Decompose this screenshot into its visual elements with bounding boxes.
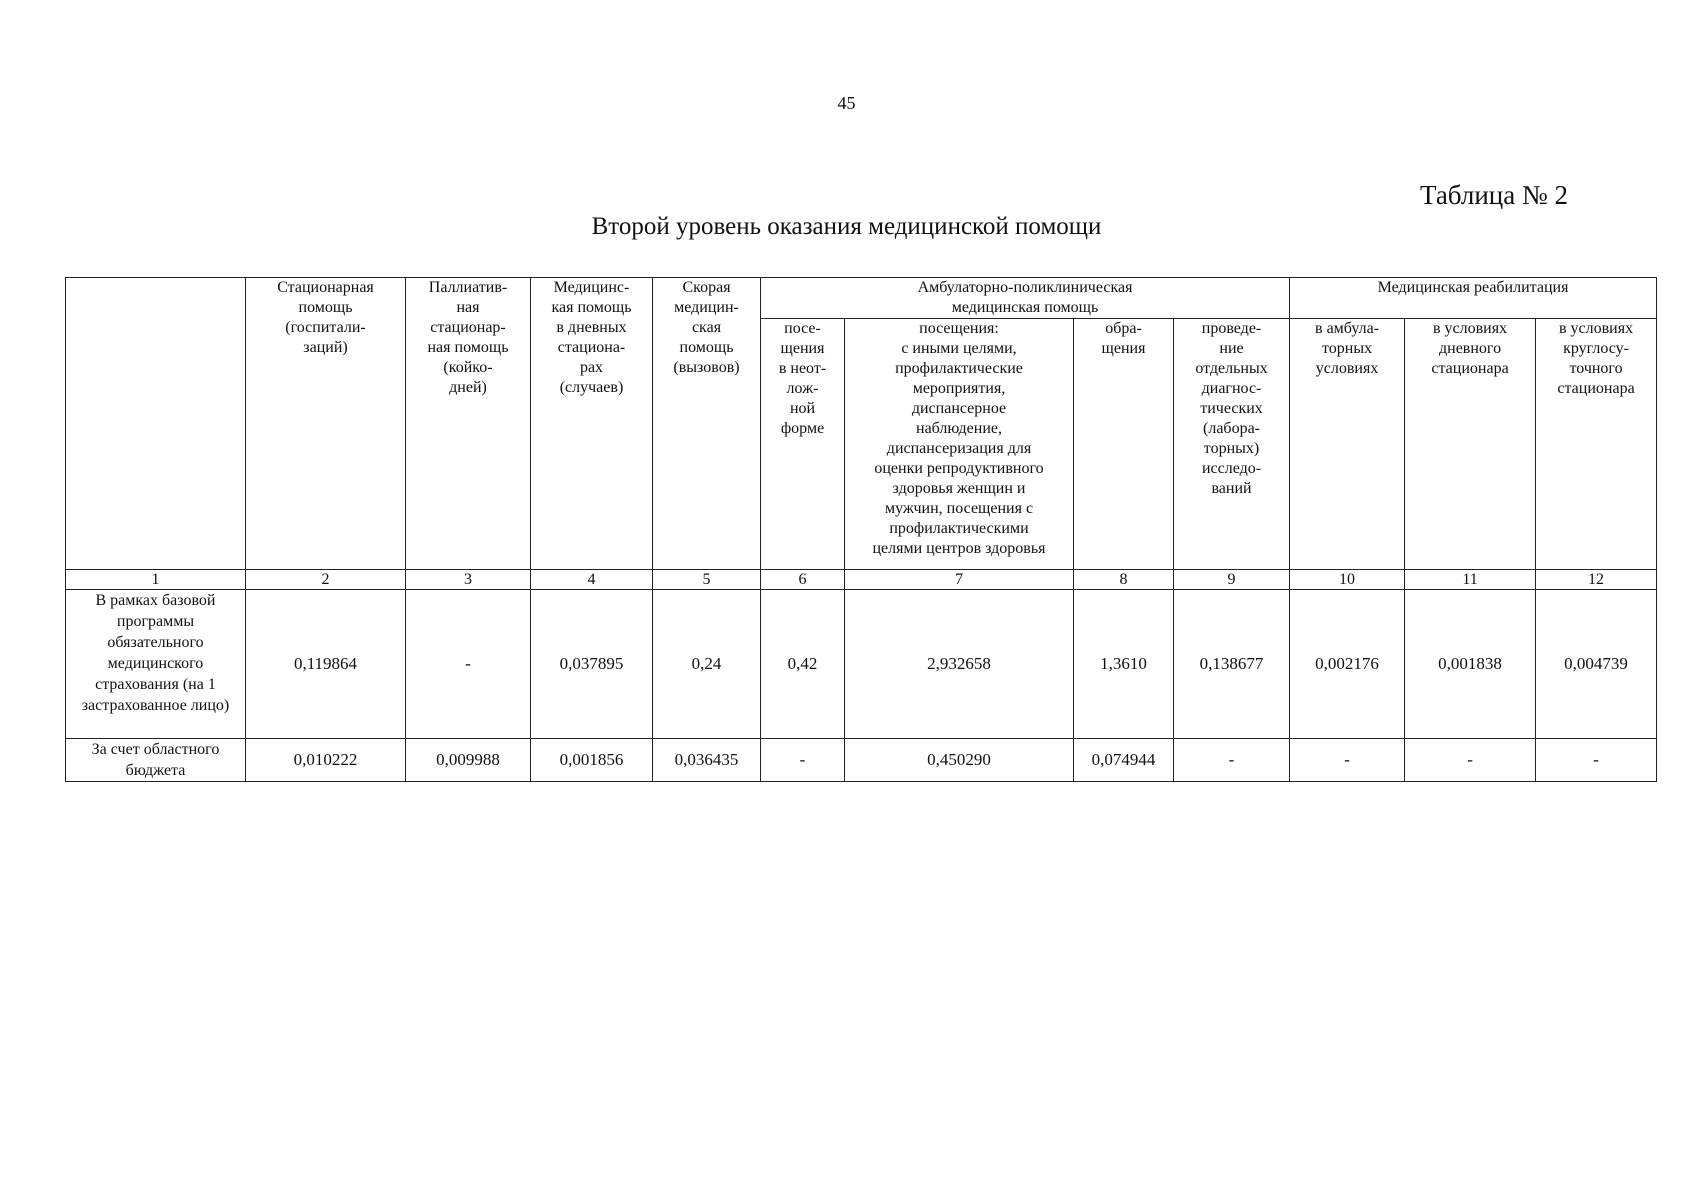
table-cell: 0,010222 (246, 739, 406, 782)
table-cell: 0,002176 (1290, 590, 1405, 739)
column-number: 6 (761, 570, 845, 590)
row-label-regional-budget: За счет областного бюджета (66, 739, 246, 782)
table-cell: 0,119864 (246, 590, 406, 739)
header-rehab-day: в условиях дневного стационара (1405, 319, 1536, 570)
table-cell: 0,138677 (1174, 590, 1290, 739)
table-cell: 0,24 (653, 590, 761, 739)
table-number: Таблица № 2 (1420, 180, 1568, 210)
column-number: 5 (653, 570, 761, 590)
table-cell: 0,074944 (1074, 739, 1174, 782)
column-number: 11 (1405, 570, 1536, 590)
header-rehab-ambulatory: в амбула- торных условиях (1290, 319, 1405, 570)
page-number: 45 (837, 93, 856, 113)
column-number: 3 (406, 570, 531, 590)
table-cell: 0,009988 (406, 739, 531, 782)
header-appeals: обра- щения (1074, 319, 1174, 570)
table-cell: 0,42 (761, 590, 845, 739)
table-cell: 0,450290 (845, 739, 1074, 782)
table-row (66, 590, 1657, 739)
table-cell: 0,001856 (531, 739, 653, 782)
table-cell: 0,004739 (1536, 590, 1657, 739)
table-cell: - (1290, 739, 1405, 782)
header-other-visits: посещения: с иными целями, профилактические мероприятия, диспансерное наблюдение, диспансеризация для оценки репродуктивного здоровья женщин и мужчин, посещения с профилактическими целями центров здоровья (845, 319, 1074, 570)
table-cell: 2,932658 (845, 590, 1074, 739)
header-rehab-group: Медицинская реабилитация (1290, 278, 1657, 319)
column-number: 7 (845, 570, 1074, 590)
table-cell: 1,3610 (1074, 590, 1174, 739)
table-cell: 0,001838 (1405, 590, 1536, 739)
header-urgent-visits: посе- щения в неот- лож- ной форме (761, 319, 845, 570)
column-number: 9 (1174, 570, 1290, 590)
column-number: 2 (246, 570, 406, 590)
column-number: 12 (1536, 570, 1657, 590)
header-palliative: Паллиатив- ная стационар- ная помощь (койко- дней) (406, 278, 531, 570)
column-number: 8 (1074, 570, 1174, 590)
document-title: Второй уровень оказания медицинской помощи (591, 213, 1102, 240)
column-number-row (66, 570, 1657, 590)
table-cell: 0,036435 (653, 739, 761, 782)
row-label-oms: В рамках базовой программы обязательного медицинского страхования (на 1 застрахованное лицо) (66, 590, 246, 739)
header-rehab-round: в условиях круглосу- точного стационара (1536, 319, 1657, 570)
table-cell: - (406, 590, 531, 739)
column-number: 10 (1290, 570, 1405, 590)
header-empty-cell (66, 278, 246, 570)
header-ambulatory-group: Амбулаторно-поликлиническая медицинская помощь (761, 278, 1290, 319)
table-cell: - (1405, 739, 1536, 782)
table-cell: 0,037895 (531, 590, 653, 739)
column-number: 1 (66, 570, 246, 590)
table-cell: - (761, 739, 845, 782)
table-cell: - (1174, 739, 1290, 782)
table-row (66, 739, 1657, 782)
header-stationary: Стационарная помощь (госпитали- заций) (246, 278, 406, 570)
header-row-group (66, 278, 1657, 319)
levels-table (65, 277, 1657, 782)
header-day-stationary: Медицинс- кая помощь в дневных стациона- рах (случаев) (531, 278, 653, 570)
table-cell: - (1536, 739, 1657, 782)
header-diagnostics: проведе- ние отдельных диагнос- тических (лабора- торных) исследо- ваний (1174, 319, 1290, 570)
header-emergency: Скорая медицин- ская помощь (вызовов) (653, 278, 761, 570)
column-number: 4 (531, 570, 653, 590)
